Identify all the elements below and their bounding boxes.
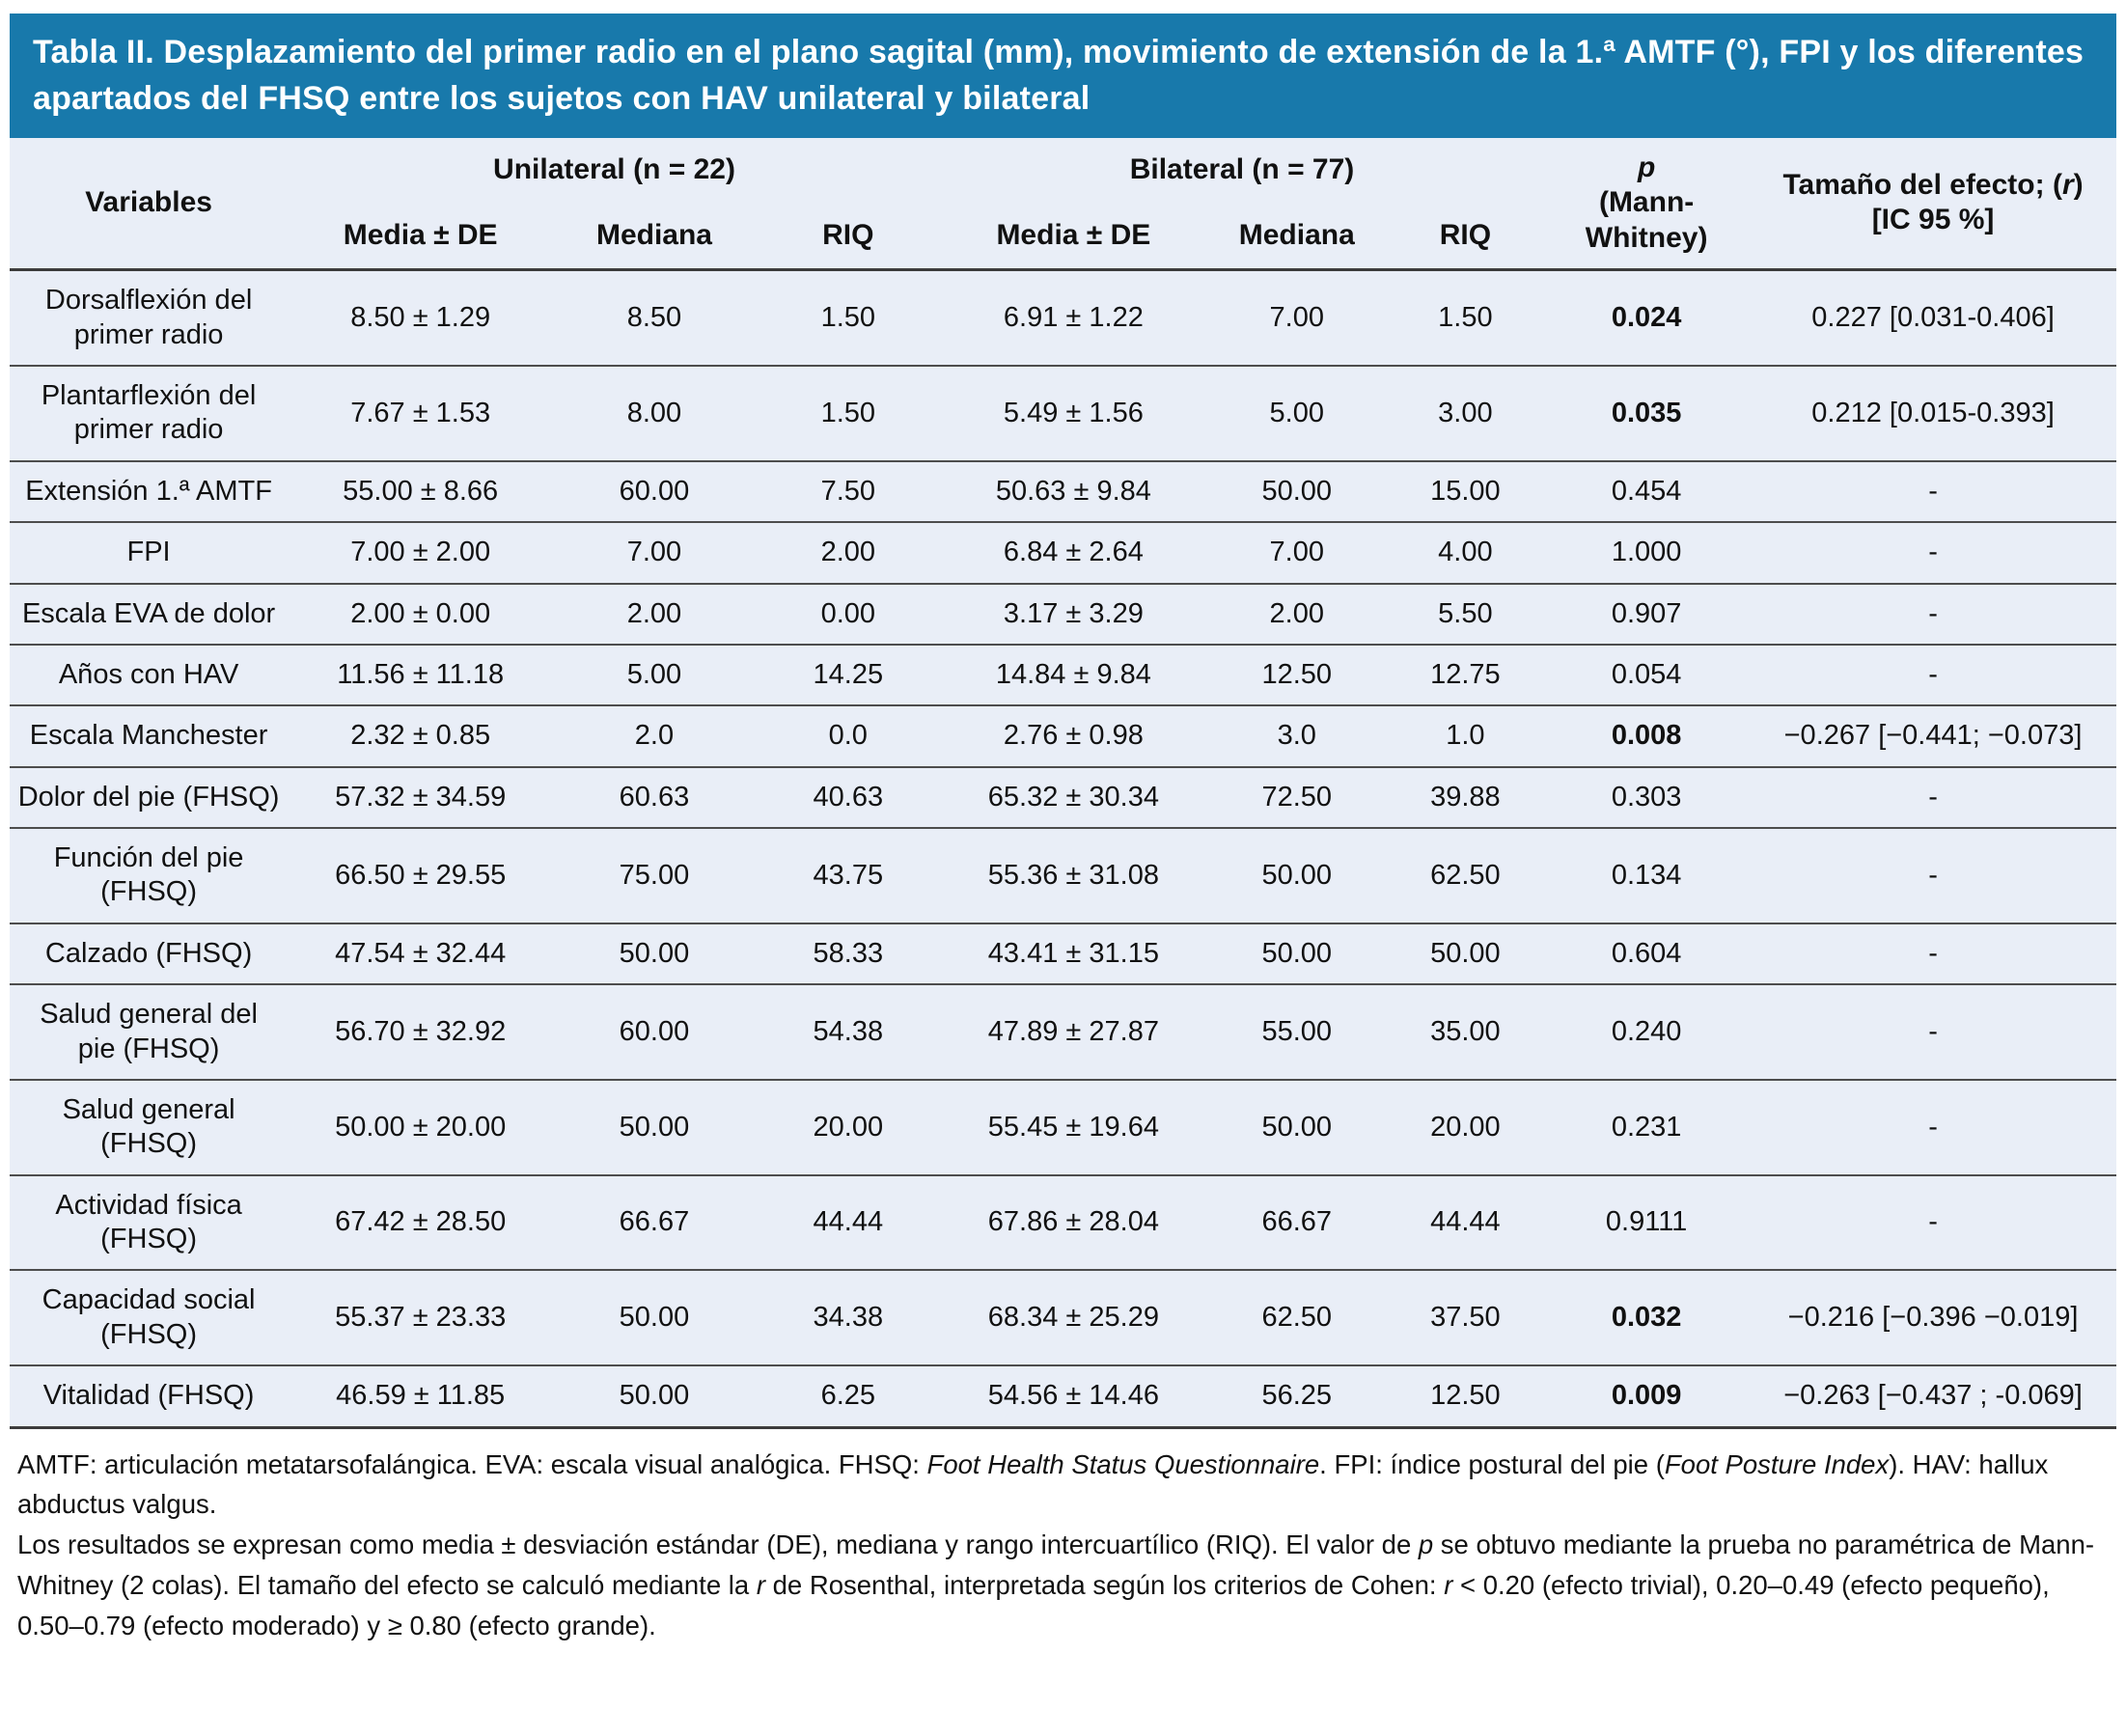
table-title: Tabla II. Desplazamiento del primer radio en el plano sagital (mm), movimiento de extensión de la 1.ª AMTF (°), FPI y los diferentes apartados del FHSQ entre los sujetos con HAV unilateral y bilateral: [33, 34, 2085, 118]
uni-media-cell: 56.70 ± 32.92: [288, 984, 553, 1080]
effect-size-cell: −0.267 [−0.441; −0.073]: [1750, 705, 2116, 766]
effect-size-cell: -: [1750, 767, 2116, 828]
p-value-cell: 0.9111: [1543, 1175, 1750, 1271]
group-header-unilateral: Unilateral (n = 22): [493, 153, 735, 186]
table-row: [10, 767, 2116, 828]
bil-media-cell: 67.86 ± 28.04: [941, 1175, 1206, 1271]
uni-mediana-cell: 60.63: [553, 767, 756, 828]
uni-riq-cell: 34.38: [756, 1270, 941, 1365]
uni-mediana-cell: 7.00: [553, 522, 756, 583]
bil-media-cell: 47.89 ± 27.87: [941, 984, 1206, 1080]
col-header-effect-size: Tamaño del efecto; (r) [IC 95 %]: [1750, 138, 2116, 270]
uni-media-cell: 2.00 ± 0.00: [288, 584, 553, 645]
bil-media-cell: 55.36 ± 31.08: [941, 828, 1206, 923]
table-row: [10, 705, 2116, 766]
bil-mediana-cell: 50.00: [1206, 923, 1388, 984]
effect-size-cell: −0.263 [−0.437 ; -0.069]: [1750, 1365, 2116, 1427]
bil-riq-cell: 37.50: [1388, 1270, 1544, 1365]
table-row: [10, 461, 2116, 522]
uni-mediana-cell: 50.00: [553, 1270, 756, 1365]
bil-riq-cell: 50.00: [1388, 923, 1544, 984]
table-row: [10, 1365, 2116, 1427]
uni-mediana-cell: 2.0: [553, 705, 756, 766]
uni-mediana-cell: 50.00: [553, 1365, 756, 1427]
bil-media-cell: 55.45 ± 19.64: [941, 1080, 1206, 1175]
bil-riq-cell: 62.50: [1388, 828, 1544, 923]
variable-cell: Años con HAV: [10, 645, 288, 705]
uni-mediana-cell: 8.50: [553, 270, 756, 366]
uni-media-cell: 11.56 ± 11.18: [288, 645, 553, 705]
table-title-bar: [10, 14, 2116, 138]
p-value-cell: 0.907: [1543, 584, 1750, 645]
variable-cell: Dorsalflexión del primer radio: [10, 270, 288, 366]
bil-riq-cell: 39.88: [1388, 767, 1544, 828]
uni-mediana-cell: 2.00: [553, 584, 756, 645]
variable-cell: FPI: [10, 522, 288, 583]
effect-size-cell: 0.212 [0.015-0.393]: [1750, 366, 2116, 461]
bil-mediana-cell: 2.00: [1206, 584, 1388, 645]
uni-media-cell: 57.32 ± 34.59: [288, 767, 553, 828]
uni-mediana-cell: 75.00: [553, 828, 756, 923]
footnote-methods: Los resultados se expresan como media ± desviación estándar (DE), mediana y rango intercuartílico (RIQ). El valor de p se obtuvo mediante la prueba no paramétrica de Mann-Whitney (2 colas). El tamaño del efecto se calculó mediante la r de Rosenthal, interpretada según los criterios de Cohen: r < 0.20 (efecto trivial), 0.20–0.49 (efecto pequeño), 0.50–0.79 (efecto moderado) y ≥ 0.80 (efecto grande).: [17, 1529, 2095, 1640]
bil-media-cell: 54.56 ± 14.46: [941, 1365, 1206, 1427]
uni-riq-cell: 20.00: [756, 1080, 941, 1175]
bil-mediana-cell: 3.0: [1206, 705, 1388, 766]
uni-mediana-cell: 50.00: [553, 1080, 756, 1175]
variable-cell: Calzado (FHSQ): [10, 923, 288, 984]
table-row: [10, 828, 2116, 923]
uni-riq-cell: 1.50: [756, 270, 941, 366]
variable-cell: Plantarflexión del primer radio: [10, 366, 288, 461]
data-table: [10, 138, 2116, 1429]
bil-riq-cell: 12.50: [1388, 1365, 1544, 1427]
variable-cell: Escala Manchester: [10, 705, 288, 766]
variable-cell: Escala EVA de dolor: [10, 584, 288, 645]
uni-riq-cell: 6.25: [756, 1365, 941, 1427]
bil-mediana-cell: 62.50: [1206, 1270, 1388, 1365]
col-header-uni-riq: RIQ: [756, 203, 941, 269]
table-row: [10, 270, 2116, 366]
bil-mediana-cell: 66.67: [1206, 1175, 1388, 1271]
uni-riq-cell: 43.75: [756, 828, 941, 923]
p-value-cell: 0.604: [1543, 923, 1750, 984]
col-header-bil-media-de: Media ± DE: [941, 203, 1206, 269]
uni-media-cell: 55.00 ± 8.66: [288, 461, 553, 522]
col-header-uni-mediana: Mediana: [553, 203, 756, 269]
uni-mediana-cell: 5.00: [553, 645, 756, 705]
p-value-cell: 0.032: [1543, 1270, 1750, 1365]
col-header-bil-riq: RIQ: [1388, 203, 1544, 269]
table-row: [10, 984, 2116, 1080]
table-row: [10, 1080, 2116, 1175]
uni-media-cell: 7.00 ± 2.00: [288, 522, 553, 583]
bil-riq-cell: 20.00: [1388, 1080, 1544, 1175]
bil-media-cell: 3.17 ± 3.29: [941, 584, 1206, 645]
bil-mediana-cell: 12.50: [1206, 645, 1388, 705]
effect-size-cell: -: [1750, 828, 2116, 923]
p-value-cell: 1.000: [1543, 522, 1750, 583]
bil-riq-cell: 3.00: [1388, 366, 1544, 461]
uni-riq-cell: 44.44: [756, 1175, 941, 1271]
p-value-cell: 0.054: [1543, 645, 1750, 705]
uni-riq-cell: 0.00: [756, 584, 941, 645]
footnotes: [10, 1429, 2116, 1650]
table-row: [10, 1270, 2116, 1365]
effect-size-cell: -: [1750, 584, 2116, 645]
table-row: [10, 645, 2116, 705]
uni-riq-cell: 0.0: [756, 705, 941, 766]
col-header-uni-media-de: Media ± DE: [288, 203, 553, 269]
p-value-cell: 0.231: [1543, 1080, 1750, 1175]
bil-mediana-cell: 72.50: [1206, 767, 1388, 828]
uni-mediana-cell: 60.00: [553, 461, 756, 522]
bil-media-cell: 43.41 ± 31.15: [941, 923, 1206, 984]
bil-riq-cell: 44.44: [1388, 1175, 1544, 1271]
effect-size-cell: -: [1750, 1175, 2116, 1271]
bil-riq-cell: 1.0: [1388, 705, 1544, 766]
bil-riq-cell: 1.50: [1388, 270, 1544, 366]
bil-mediana-cell: 7.00: [1206, 270, 1388, 366]
uni-media-cell: 8.50 ± 1.29: [288, 270, 553, 366]
table-row: [10, 584, 2116, 645]
col-header-variables: Variables: [10, 138, 288, 270]
effect-size-cell: −0.216 [−0.396 −0.019]: [1750, 1270, 2116, 1365]
uni-media-cell: 66.50 ± 29.55: [288, 828, 553, 923]
uni-riq-cell: 2.00: [756, 522, 941, 583]
col-header-bil-mediana: Mediana: [1206, 203, 1388, 269]
effect-size-cell: -: [1750, 984, 2116, 1080]
bil-riq-cell: 15.00: [1388, 461, 1544, 522]
bil-mediana-cell: 5.00: [1206, 366, 1388, 461]
table-row: [10, 522, 2116, 583]
bil-media-cell: 65.32 ± 30.34: [941, 767, 1206, 828]
bil-mediana-cell: 50.00: [1206, 461, 1388, 522]
variable-cell: Actividad física (FHSQ): [10, 1175, 288, 1271]
bil-riq-cell: 5.50: [1388, 584, 1544, 645]
p-value-cell: 0.134: [1543, 828, 1750, 923]
bil-media-cell: 68.34 ± 25.29: [941, 1270, 1206, 1365]
uni-riq-cell: 14.25: [756, 645, 941, 705]
bil-mediana-cell: 56.25: [1206, 1365, 1388, 1427]
uni-mediana-cell: 8.00: [553, 366, 756, 461]
variable-cell: Función del pie (FHSQ): [10, 828, 288, 923]
p-value-cell: 0.240: [1543, 984, 1750, 1080]
uni-mediana-cell: 60.00: [553, 984, 756, 1080]
effect-size-cell: -: [1750, 645, 2116, 705]
uni-riq-cell: 40.63: [756, 767, 941, 828]
table-header: [10, 138, 2116, 270]
uni-media-cell: 47.54 ± 32.44: [288, 923, 553, 984]
effect-size-cell: -: [1750, 461, 2116, 522]
table-body: [10, 270, 2116, 1427]
bil-media-cell: 50.63 ± 9.84: [941, 461, 1206, 522]
effect-size-cell: -: [1750, 1080, 2116, 1175]
variable-cell: Extensión 1.ª AMTF: [10, 461, 288, 522]
uni-riq-cell: 58.33: [756, 923, 941, 984]
uni-riq-cell: 54.38: [756, 984, 941, 1080]
bil-mediana-cell: 7.00: [1206, 522, 1388, 583]
p-value-cell: 0.303: [1543, 767, 1750, 828]
uni-riq-cell: 1.50: [756, 366, 941, 461]
bil-media-cell: 6.84 ± 2.64: [941, 522, 1206, 583]
uni-mediana-cell: 66.67: [553, 1175, 756, 1271]
table-row: [10, 1175, 2116, 1271]
p-value-cell: 0.024: [1543, 270, 1750, 366]
uni-media-cell: 67.42 ± 28.50: [288, 1175, 553, 1271]
group-header-bilateral: Bilateral (n = 77): [1129, 153, 1355, 186]
bil-media-cell: 14.84 ± 9.84: [941, 645, 1206, 705]
p-value-cell: 0.035: [1543, 366, 1750, 461]
bil-media-cell: 6.91 ± 1.22: [941, 270, 1206, 366]
variable-cell: Dolor del pie (FHSQ): [10, 767, 288, 828]
bil-riq-cell: 12.75: [1388, 645, 1544, 705]
uni-media-cell: 55.37 ± 23.33: [288, 1270, 553, 1365]
p-value-cell: 0.009: [1543, 1365, 1750, 1427]
bil-riq-cell: 35.00: [1388, 984, 1544, 1080]
table-row: [10, 366, 2116, 461]
effect-size-cell: -: [1750, 923, 2116, 984]
bil-media-cell: 5.49 ± 1.56: [941, 366, 1206, 461]
p-value-cell: 0.008: [1543, 705, 1750, 766]
table-row: [10, 923, 2116, 984]
uni-media-cell: 7.67 ± 1.53: [288, 366, 553, 461]
uni-media-cell: 2.32 ± 0.85: [288, 705, 553, 766]
uni-media-cell: 46.59 ± 11.85: [288, 1365, 553, 1427]
effect-size-cell: 0.227 [0.031-0.406]: [1750, 270, 2116, 366]
bil-mediana-cell: 50.00: [1206, 828, 1388, 923]
bil-mediana-cell: 55.00: [1206, 984, 1388, 1080]
bil-mediana-cell: 50.00: [1206, 1080, 1388, 1175]
bil-riq-cell: 4.00: [1388, 522, 1544, 583]
uni-mediana-cell: 50.00: [553, 923, 756, 984]
uni-riq-cell: 7.50: [756, 461, 941, 522]
variable-cell: Capacidad social (FHSQ): [10, 1270, 288, 1365]
variable-cell: Salud general (FHSQ): [10, 1080, 288, 1175]
variable-cell: Vitalidad (FHSQ): [10, 1365, 288, 1427]
uni-media-cell: 50.00 ± 20.00: [288, 1080, 553, 1175]
variable-cell: Salud general del pie (FHSQ): [10, 984, 288, 1080]
footnote-abbreviations: AMTF: articulación metatarsofalángica. EVA: escala visual analógica. FHSQ: Foot Health Status Questionnaire. FPI: índice postural del pie (Foot Posture Index). HAV: hallux abductus valgus.: [17, 1448, 2049, 1520]
bil-media-cell: 2.76 ± 0.98: [941, 705, 1206, 766]
p-value-cell: 0.454: [1543, 461, 1750, 522]
effect-size-cell: -: [1750, 522, 2116, 583]
col-header-p-mann-whitney: p (Mann-Whitney): [1543, 138, 1750, 270]
